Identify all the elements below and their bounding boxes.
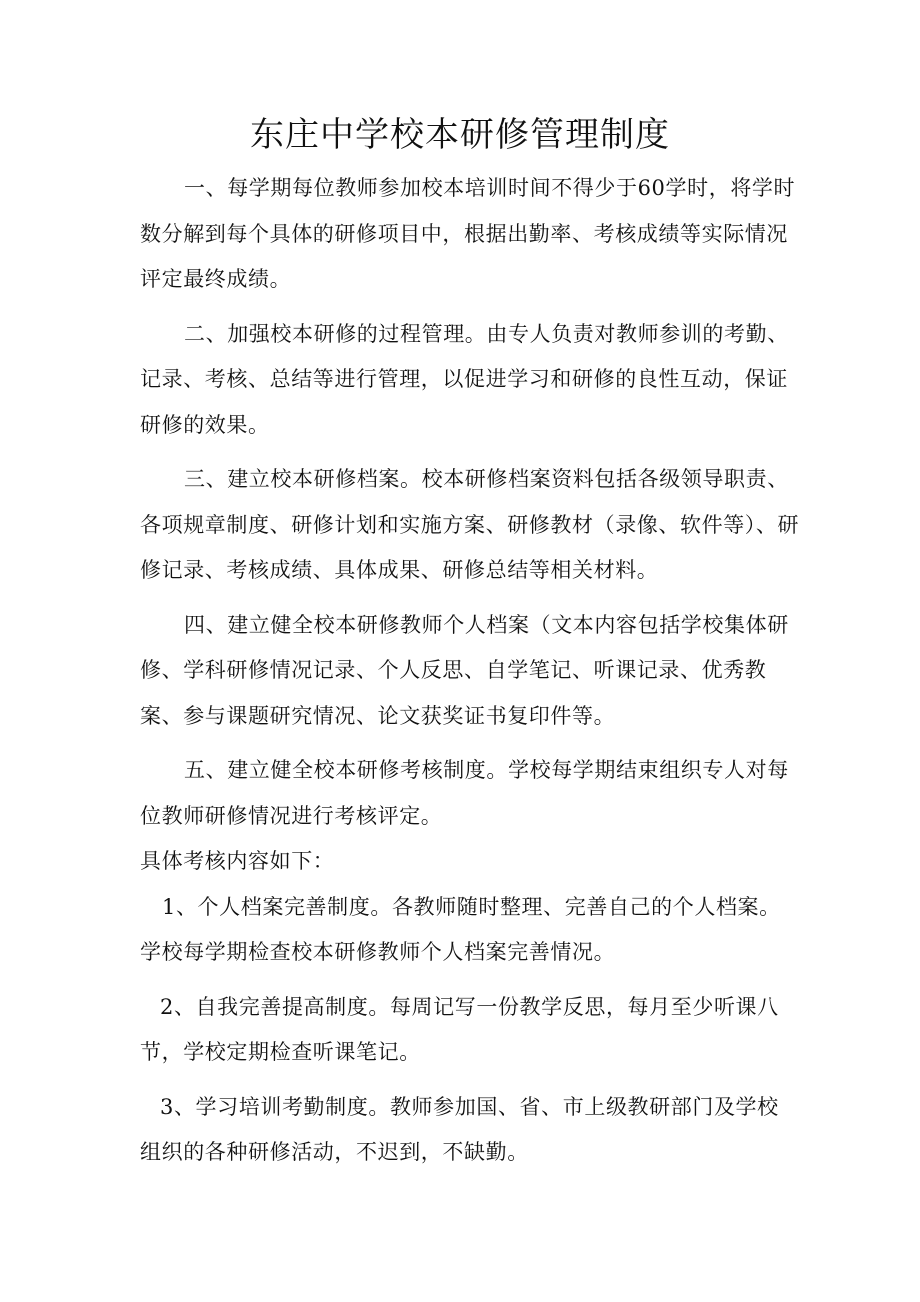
paragraph-6: 具体考核内容如下：: [140, 849, 335, 873]
paragraph-3: 三、建立校本研修档案。校本研修档案资料包括各级领导职责、各项规章制度、研修计划和实施方案、研修教材（录像、软件等）、研修记录、考核成绩、具体成果、研修总结等相关材料。: [140, 467, 800, 582]
paragraph-2: 二、加强校本研修的过程管理。由专人负责对教师参训的考勤、记录、考核、总结等进行管理，以促进学习和研修的良性互动，保证研修的效果。: [140, 321, 789, 437]
paragraph-1: 一、每学期每位教师参加校本培训时间不得少于60学时，将学时数分解到每个具体的研修项目中，根据出勤率、考核成绩等实际情况评定最终成绩。: [140, 176, 796, 291]
document-title: 东庄中学校本研修管理制度: [250, 115, 670, 155]
paragraph-9: 3、学习培训考勤制度。教师参加国、省、市上级教研部门及学校组织的各种研修活动，不迟到，不缺勤。: [140, 1094, 779, 1164]
paragraph-8: 2、自我完善提高制度。每周记写一份教学反思，每月至少听课八节，学校定期检查听课笔记。: [140, 994, 779, 1064]
paragraph-4: 四、建立健全校本研修教师个人档案（文本内容包括学校集体研修、学科研修情况记录、个人反思、自学笔记、听课记录、优秀教案、参与课题研究情况、论文获奖证书复印件等。: [140, 612, 789, 728]
document-body: [140, 166, 800, 1185]
paragraph-5: 五、建立健全校本研修考核制度。学校每学期结束组织专人对每位教师研修情况进行考核评定。: [140, 758, 789, 828]
paragraph-7: 1、个人档案完善制度。各教师随时整理、完善自己的个人档案。学校每学期检查校本研修教师个人档案完善情况。: [140, 894, 781, 964]
